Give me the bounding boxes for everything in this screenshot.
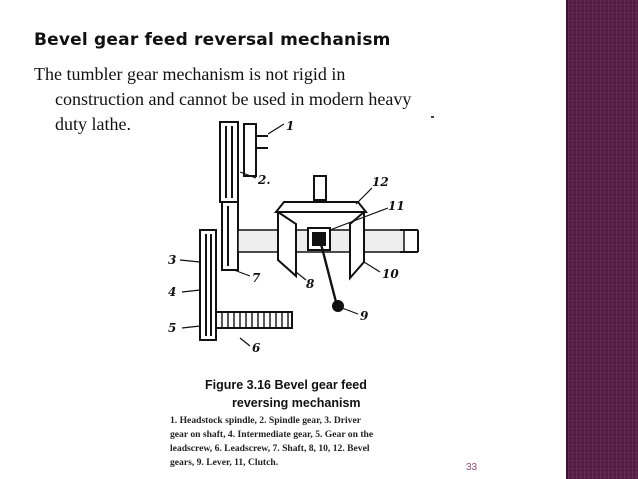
figure-caption: Figure 3.16 Bevel gear feed (205, 378, 367, 392)
label-5: 5 (168, 321, 177, 335)
label-2: 2. (258, 173, 271, 187)
legend-line-2: gear on shaft, 4. Intermediate gear, 5. Gear on the (170, 429, 374, 440)
legend-line-1: 1. Headstock spindle, 2. Spindle gear, 3. Driver (170, 415, 361, 426)
label-12: 12 (372, 175, 389, 189)
body-line-1: The tumbler gear mechanism is not rigid in (34, 64, 346, 84)
slide-title: Bevel gear feed reversal mechanism (34, 30, 391, 50)
bevel-gear-diagram (160, 112, 450, 382)
label-10: 10 (382, 267, 399, 281)
bevel-gear-12 (276, 202, 366, 212)
vertical-shaft (314, 176, 326, 200)
label-6: 6 (252, 341, 261, 355)
driver-gear (200, 230, 216, 340)
intermediate-gear-upper (222, 202, 238, 270)
figure-legend (170, 414, 440, 470)
decorative-side-bar (568, 0, 638, 479)
bevel-gear-8 (278, 212, 296, 276)
legend-line-3: leadscrew, 6. Leadscrew, 7. Shaft, 8, 10, 12. Bevel (170, 443, 370, 454)
body-line-2: construction and cannot be used in modern heavy (55, 89, 412, 109)
headstock-spindle (244, 124, 256, 176)
label-7: 7 (252, 271, 261, 285)
label-8: 8 (306, 277, 315, 291)
label-11: 11 (388, 199, 405, 213)
figure-subcaption: reversing mechanism (232, 396, 361, 410)
label-1: 1 (286, 119, 295, 133)
page-number: 33 (466, 462, 478, 473)
label-4: 4 (168, 285, 177, 299)
spindle-gear (220, 122, 238, 202)
body-line-3: duty lathe. (55, 114, 131, 134)
label-9: 9 (360, 309, 369, 323)
legend-line-4: gears, 9. Lever, 11, Clutch. (170, 457, 279, 468)
label-3: 3 (168, 253, 177, 267)
